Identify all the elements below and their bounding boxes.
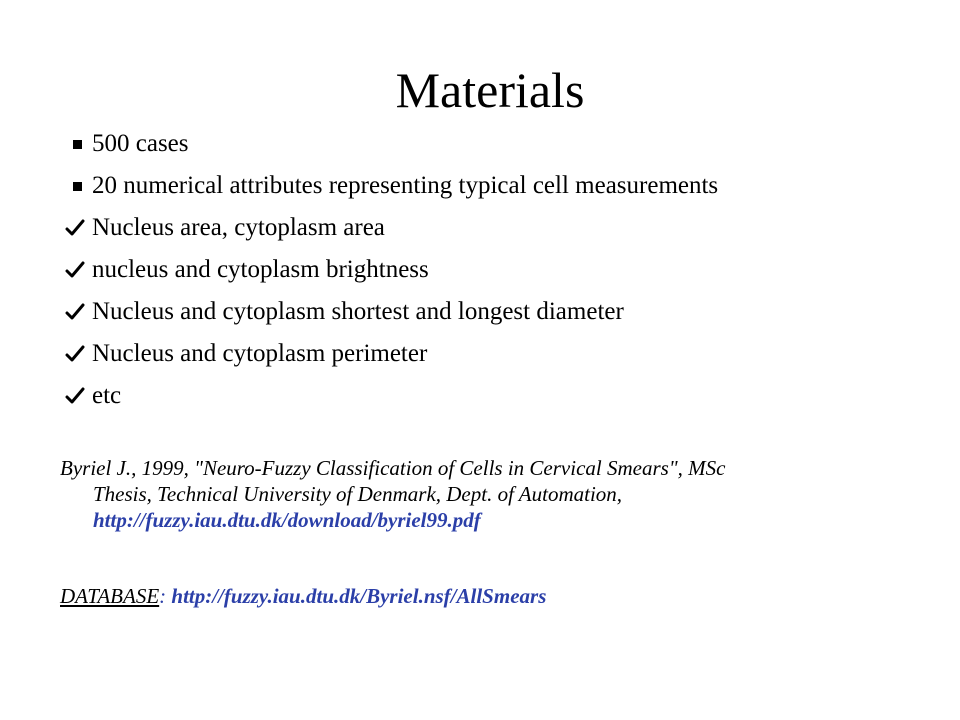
bullet-text: Nucleus and cytoplasm perimeter xyxy=(92,340,428,367)
list-item xyxy=(58,291,718,333)
bullet-text: nucleus and cytoplasm brightness xyxy=(92,256,429,283)
bullet-text: Nucleus and cytoplasm shortest and longest diameter xyxy=(92,298,624,325)
bullet-text: 500 cases xyxy=(92,130,189,157)
bullet-text: 20 numerical attributes representing typical cell measurements xyxy=(92,172,719,199)
reference-url-line xyxy=(60,507,920,533)
database-label: DATABASE xyxy=(60,584,160,608)
square-bullet-icon xyxy=(58,182,92,191)
bullet-list xyxy=(58,123,718,417)
reference-citation xyxy=(60,455,920,533)
reference-link[interactable]: http://fuzzy.iau.dtu.dk/download/byriel99.pdf xyxy=(93,508,481,532)
checkmark-icon xyxy=(58,344,92,364)
list-item xyxy=(58,123,718,165)
list-item xyxy=(58,249,718,291)
reference-line-1: Byriel J., 1999, "Neuro-Fuzzy Classification of Cells in Cervical Smears", MSc xyxy=(60,456,726,480)
list-item xyxy=(58,333,718,375)
database-link[interactable]: http://fuzzy.iau.dtu.dk/Byriel.nsf/AllSmears xyxy=(171,584,547,608)
checkmark-icon xyxy=(58,302,92,322)
list-item xyxy=(58,375,718,417)
database-separator: : xyxy=(159,584,167,608)
bullet-text: Nucleus area, cytoplasm area xyxy=(92,214,385,241)
reference-line-2: Thesis, Technical University of Denmark, Dept. of Automation, xyxy=(93,482,623,506)
list-item xyxy=(58,165,718,207)
database-line xyxy=(60,583,546,609)
checkmark-icon xyxy=(58,260,92,280)
list-item xyxy=(58,207,718,249)
slide-title: Materials xyxy=(395,62,585,118)
square-bullet-icon xyxy=(58,140,92,149)
checkmark-icon xyxy=(58,218,92,238)
checkmark-icon xyxy=(58,386,92,406)
bullet-text: etc xyxy=(92,382,122,409)
